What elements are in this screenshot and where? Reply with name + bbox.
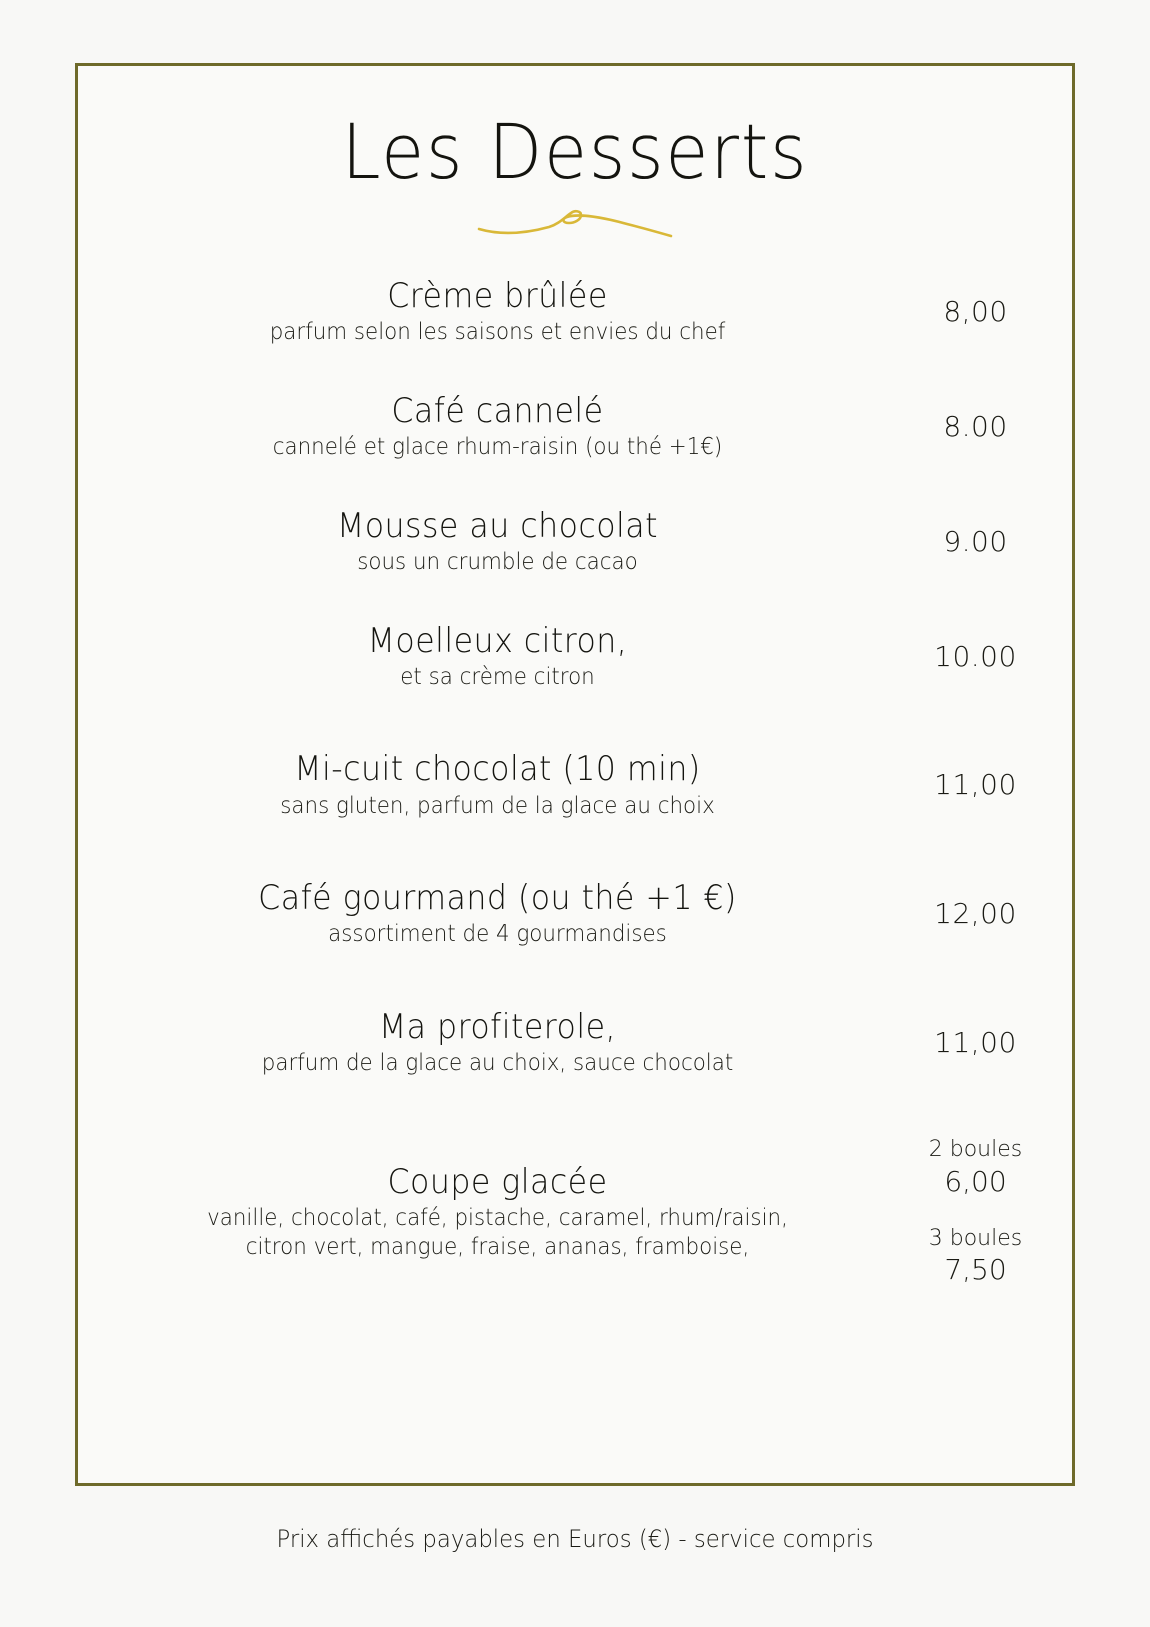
menu-item-price: 9.00 bbox=[943, 524, 1008, 558]
menu-item bbox=[102, 1007, 1048, 1078]
menu-item-description-line: et sa crème citron bbox=[400, 663, 595, 690]
menu-item bbox=[102, 276, 1048, 347]
menu-item-list bbox=[102, 276, 1048, 1287]
page-title: Les Desserts bbox=[341, 107, 809, 196]
menu-item-price-tiers bbox=[903, 1136, 1048, 1287]
menu-item-text bbox=[102, 506, 903, 577]
menu-item-description bbox=[130, 920, 866, 949]
menu-item-description bbox=[130, 548, 866, 577]
menu-item-description bbox=[130, 433, 866, 462]
price-tier-price: 6,00 bbox=[944, 1164, 1007, 1198]
menu-item-name: Coupe glacée bbox=[387, 1161, 608, 1202]
menu-item-description-line: sous un crumble de cacao bbox=[357, 548, 638, 575]
price-tier bbox=[903, 1136, 1048, 1199]
menu-item-description-line: citron vert, mangue, fraise, ananas, framboise, bbox=[245, 1233, 750, 1260]
menu-item-description-line: cannelé et glace rhum-raisin (ou thé +1€) bbox=[272, 433, 723, 460]
menu-item-text bbox=[102, 749, 903, 820]
menu-item-name: Crème brûlée bbox=[387, 276, 608, 316]
menu-item-name: Ma profiterole, bbox=[378, 1007, 617, 1048]
footer-note: Prix affichés payables en Euros (€) - service compris bbox=[276, 1525, 874, 1553]
menu-item-text bbox=[102, 1162, 903, 1262]
price-tier-price: 7,50 bbox=[944, 1253, 1007, 1287]
menu-item bbox=[102, 749, 1048, 820]
menu-item bbox=[102, 506, 1048, 577]
menu-item-price: 8.00 bbox=[943, 409, 1008, 443]
menu-item bbox=[102, 391, 1048, 462]
menu-item-name: Mousse au chocolat bbox=[336, 505, 659, 546]
menu-item-text bbox=[102, 276, 903, 347]
menu-item-description bbox=[130, 663, 866, 692]
menu-item-text bbox=[102, 391, 903, 462]
menu-item-description bbox=[130, 792, 866, 821]
menu-item-description bbox=[130, 318, 866, 347]
price-tier-label: 2 boules bbox=[928, 1137, 1023, 1163]
menu-item-text bbox=[102, 1007, 903, 1078]
flourish-divider-icon bbox=[475, 200, 675, 238]
title-block bbox=[102, 107, 1048, 242]
menu-item-description-line: assortiment de 4 gourmandises bbox=[328, 921, 667, 948]
menu-item-text bbox=[102, 621, 903, 692]
menu-border-frame bbox=[75, 63, 1075, 1486]
menu-item-price: 11,00 bbox=[934, 768, 1017, 802]
menu-item-description-line: vanille, chocolat, café, pistache, caramel, rhum/raisin, bbox=[207, 1204, 788, 1231]
menu-item-name: Café cannelé bbox=[391, 390, 604, 431]
menu-item-description-line: sans gluten, parfum de la glace au choix bbox=[280, 792, 715, 819]
menu-item-description-line: parfum de la glace au choix, sauce chocolat bbox=[261, 1050, 734, 1077]
menu-item bbox=[102, 621, 1048, 692]
menu-content bbox=[78, 66, 1072, 1483]
menu-item-name: Café gourmand (ou thé +1 €) bbox=[258, 878, 737, 919]
price-tier bbox=[903, 1225, 1048, 1288]
menu-item-description bbox=[130, 1049, 866, 1078]
menu-item-price: 10.00 bbox=[934, 639, 1017, 673]
menu-item-price: 8,00 bbox=[943, 294, 1008, 328]
menu-item bbox=[102, 878, 1048, 949]
menu-item-description-line: parfum selon les saisons et envies du chef bbox=[269, 319, 726, 346]
menu-item-name: Mi-cuit chocolat (10 min) bbox=[294, 749, 701, 790]
menu-item-price: 11,00 bbox=[934, 1026, 1017, 1060]
menu-item bbox=[102, 1136, 1048, 1287]
menu-item-description bbox=[130, 1204, 866, 1262]
menu-item-name: Moelleux citron, bbox=[367, 620, 628, 661]
menu-item-text bbox=[102, 878, 903, 949]
menu-item-price: 12,00 bbox=[934, 897, 1017, 931]
price-tier-label: 3 boules bbox=[928, 1225, 1023, 1251]
